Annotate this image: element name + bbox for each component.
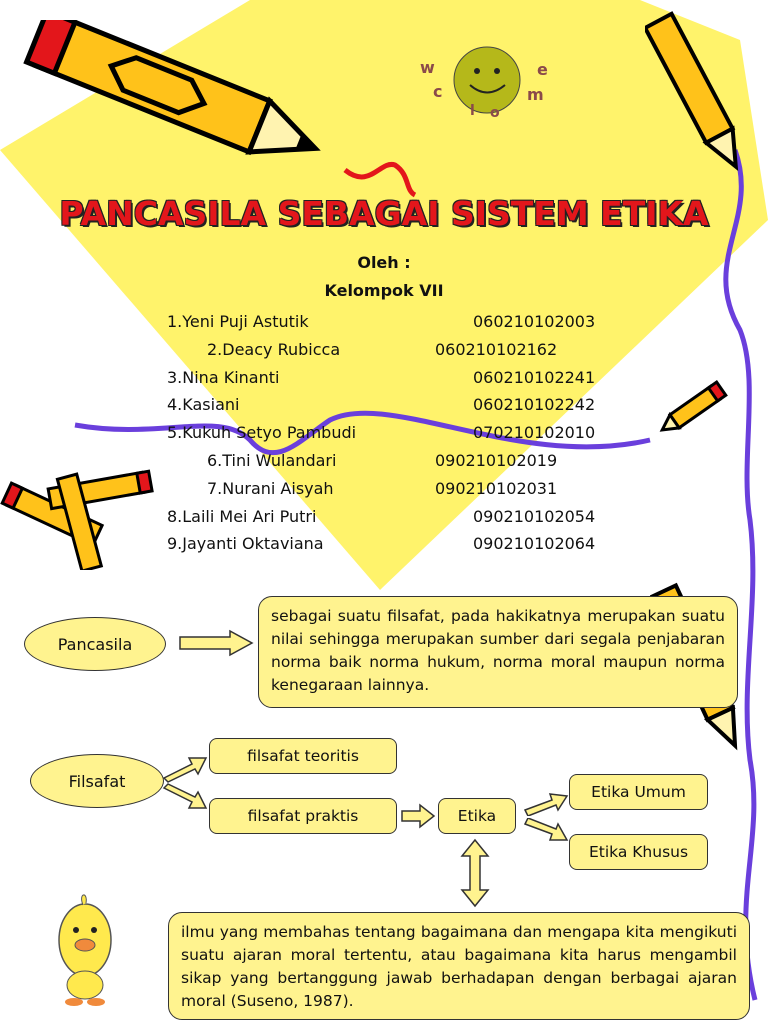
member-nim: 060210102162 xyxy=(435,339,558,359)
pencil-icon xyxy=(655,375,735,440)
welcome-logo xyxy=(415,45,560,120)
svg-text:w: w xyxy=(420,58,435,77)
member-nim: 090210102054 xyxy=(473,506,596,526)
member-nim: 060210102241 xyxy=(473,367,596,387)
member-nim: 090210102064 xyxy=(473,534,596,554)
pancasila-node: Pancasila xyxy=(24,617,166,671)
arrow-up-right-icon xyxy=(522,786,570,816)
filsafat-node: Filsafat xyxy=(30,754,164,808)
etika-description: ilmu yang membahas tentang bagaimana dan mengapa kita mengikuti suatu ajaran moral tertentu, atau bagaimana kita harus mengambil sikap yang bertanggung jawab berhadapan dengan berbagai ajaran moral (Suseno, 1987). xyxy=(168,912,750,1020)
page-title: PANCASILA SEBAGAI SISTEM ETIKA xyxy=(59,194,709,233)
pancasila-description: sebagai suatu filsafat, pada hakikatnya merupakan suatu nilai sehingga merupakan sumber dari segala penjabaran norma baik norma hukum, norma moral maupun norma kenegaraan lainnya. xyxy=(258,596,738,708)
oleh-label: Oleh : xyxy=(357,253,411,272)
svg-text:e: e xyxy=(537,60,548,79)
arrow-down-right-icon xyxy=(522,818,570,850)
member-name: 7.Nurani Aisyah xyxy=(207,478,334,498)
pencil-icon xyxy=(645,5,755,180)
group-label: Kelompok VII xyxy=(324,281,444,300)
member-name: 4.Kasiani xyxy=(167,395,240,415)
pencil-icon xyxy=(15,20,345,170)
member-nim: 060210102242 xyxy=(473,395,596,415)
arrow-up-down-icon xyxy=(460,838,490,908)
svg-text:m: m xyxy=(527,85,544,104)
filsafat-praktis-node: filsafat praktis xyxy=(209,798,397,834)
svg-text:o: o xyxy=(490,105,500,120)
chick-icon xyxy=(50,885,120,1010)
member-nim: 090210102019 xyxy=(435,451,558,470)
arrow-down-right-icon xyxy=(160,782,210,818)
filsafat-teoritis-node: filsafat teoritis xyxy=(209,738,397,774)
member-name: 2.Deacy Rubicca xyxy=(207,339,341,359)
etika-khusus-node: Etika Khusus xyxy=(569,834,708,870)
etika-umum-node: Etika Umum xyxy=(569,774,708,810)
pencils-icon xyxy=(0,465,155,570)
member-name: 5.Kukuh Setyo Pambudi xyxy=(167,423,357,443)
arrow-up-right-icon xyxy=(160,748,210,784)
member-name: 6.Tini Wulandari xyxy=(207,451,337,470)
member-nim: 070210102010 xyxy=(473,423,596,443)
member-name: 1.Yeni Puji Astutik xyxy=(167,312,309,331)
arrow-right-icon xyxy=(400,803,436,829)
member-name: 9.Jayanti Oktaviana xyxy=(167,534,324,554)
etika-node: Etika xyxy=(438,798,516,834)
svg-text:c: c xyxy=(433,82,443,101)
member-nim: 090210102031 xyxy=(435,478,558,498)
member-name: 8.Laili Mei Ari Putri xyxy=(167,506,317,526)
arrow-right-icon xyxy=(178,629,254,657)
member-name: 3.Nina Kinanti xyxy=(167,367,280,387)
svg-text:l: l xyxy=(470,103,475,119)
member-nim: 060210102003 xyxy=(473,312,596,331)
